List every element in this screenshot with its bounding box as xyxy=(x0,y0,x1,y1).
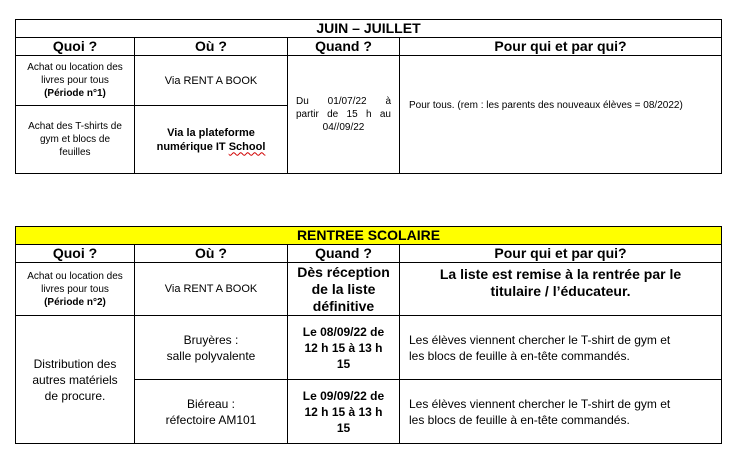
cell-text: au xyxy=(379,109,391,120)
header-pour-qui: Pour qui et par qui? xyxy=(400,38,722,56)
cell-text: les blocs de feuille à en-tête commandés. xyxy=(409,348,630,363)
cell-text: Via la plateforme xyxy=(167,126,255,139)
cell-text: 12 h 15 à 13 h xyxy=(304,340,383,355)
header-quoi: Quoi ? xyxy=(16,245,135,263)
cell-ou-rent-a-book: Via RENT A BOOK xyxy=(135,263,288,316)
header-quoi: Quoi ? xyxy=(16,38,135,56)
header-ou: Où ? xyxy=(135,38,288,56)
cell-quand-dates xyxy=(288,56,400,174)
cell-text: réfectoire AM101 xyxy=(165,412,257,427)
cell-text: (Période n°1) xyxy=(44,88,106,99)
cell-text: autres matériels xyxy=(32,372,118,387)
cell-text: définitive xyxy=(312,297,375,314)
cell-text: titulaire / l’éducateur. xyxy=(490,283,631,299)
table-title: RENTREE SCOLAIRE xyxy=(16,227,722,245)
cell-text: partir de 15 h xyxy=(296,109,372,120)
cell-text: Bruyères : xyxy=(183,332,239,347)
cell-text-line xyxy=(288,95,399,108)
cell-text: Du 01/07/22 xyxy=(296,96,367,107)
cell-pour-qui-bruyeres xyxy=(400,316,722,380)
table-juin-juillet xyxy=(15,19,722,174)
cell-ou-biereau xyxy=(135,380,288,444)
cell-text: Achat ou location des xyxy=(27,62,123,73)
cell-text: 12 h 15 à 13 h xyxy=(304,404,383,419)
table-title: JUIN – JUILLET xyxy=(16,20,722,38)
cell-text: 04//09/22 xyxy=(322,122,365,133)
cell-text: School xyxy=(228,140,266,153)
cell-text: La liste est remise à la rentrée par le xyxy=(439,266,682,282)
cell-text: 15 xyxy=(336,420,351,435)
cell-pour-qui-liste xyxy=(400,263,722,316)
cell-text-line xyxy=(135,140,287,154)
cell-text-line xyxy=(288,108,399,121)
cell-quand-bruyeres xyxy=(288,316,400,380)
cell-quoi-livres xyxy=(16,56,135,106)
cell-quand-biereau xyxy=(288,380,400,444)
cell-text: salle polyvalente xyxy=(166,348,256,363)
header-quand: Quand ? xyxy=(288,245,400,263)
cell-text: numérique IT xyxy=(156,140,229,153)
cell-text: Distribution des xyxy=(33,356,117,371)
header-ou: Où ? xyxy=(135,245,288,263)
header-quand: Quand ? xyxy=(288,38,400,56)
cell-ou-rent-a-book: Via RENT A BOOK xyxy=(135,56,288,106)
cell-text: Biéreau : xyxy=(186,396,236,411)
cell-text: livres pour tous xyxy=(41,75,109,86)
cell-text: Le 09/09/22 de xyxy=(302,388,385,403)
cell-quoi-tshirts xyxy=(16,106,135,174)
cell-pour-qui-biereau xyxy=(400,380,722,444)
cell-text: feuilles xyxy=(59,147,91,158)
cell-text: Les élèves viennent chercher le T-shirt de gym et xyxy=(409,396,671,411)
cell-text: (Période n°2) xyxy=(44,296,106,308)
cell-text: gym et blocs de xyxy=(39,134,111,145)
cell-text: de procure. xyxy=(44,388,106,403)
cell-text: 15 xyxy=(336,356,351,371)
cell-text: Pour tous. (rem : les parents des nouveaux élèves = 08/2022) xyxy=(409,100,683,111)
cell-text: Le 08/09/22 de xyxy=(302,324,385,339)
cell-ou-it-school xyxy=(135,106,288,174)
table-rentree-scolaire xyxy=(15,226,722,444)
cell-text: à xyxy=(385,96,391,107)
cell-text: de la liste xyxy=(311,280,376,297)
cell-text: Les élèves viennent chercher le T-shirt de gym et xyxy=(409,332,671,347)
cell-quand-reception xyxy=(288,263,400,316)
cell-text: Achat des T-shirts de xyxy=(28,121,122,132)
cell-text: livres pour tous xyxy=(41,283,109,295)
cell-text: les blocs de feuille à en-tête commandés. xyxy=(409,412,630,427)
cell-ou-bruyeres xyxy=(135,316,288,380)
cell-quoi-distribution xyxy=(16,316,135,444)
cell-pour-qui xyxy=(400,56,722,174)
header-pour-qui: Pour qui et par qui? xyxy=(400,245,722,263)
cell-quoi-livres xyxy=(16,263,135,316)
cell-text: Achat ou location des xyxy=(27,270,123,282)
cell-text: Dès réception xyxy=(297,263,390,280)
